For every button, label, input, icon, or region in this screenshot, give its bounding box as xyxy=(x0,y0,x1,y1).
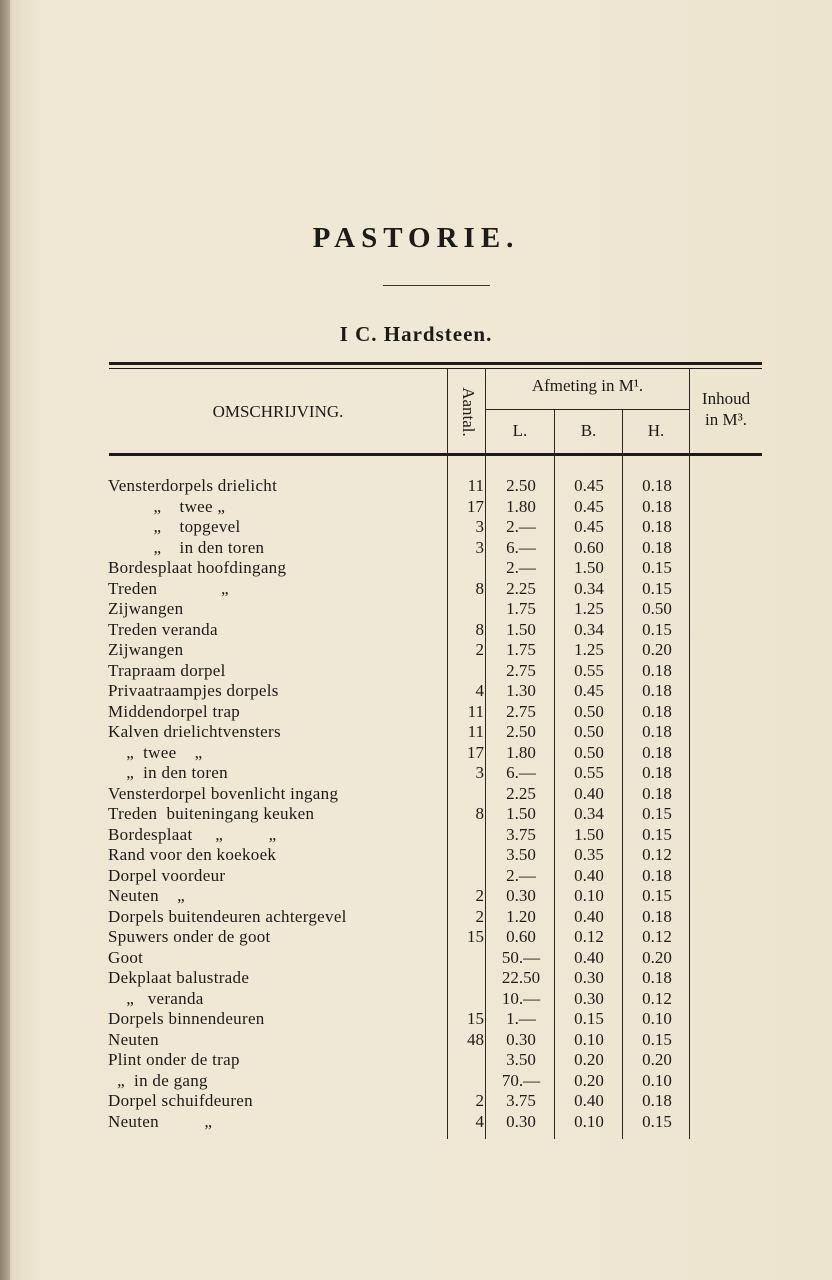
row-width: 1.25 xyxy=(574,599,604,618)
header-aantal-label: Aantal. xyxy=(459,387,479,437)
row-height: 0.18 xyxy=(642,681,672,700)
table-top-rule xyxy=(109,362,762,365)
row-description: Treden „ xyxy=(108,578,229,598)
row-height: 0.12 xyxy=(642,988,672,1008)
row-width: 0.20 xyxy=(574,1050,604,1069)
row-description: „ twee „ xyxy=(108,496,226,516)
row-description: Trapraam dorpel xyxy=(108,660,226,680)
table-row xyxy=(0,968,832,989)
header-h: H. xyxy=(647,421,665,440)
row-width: 0.12 xyxy=(574,927,604,946)
row-description: Dorpel schuifdeuren xyxy=(108,1091,253,1110)
row-aantal: 17 xyxy=(467,742,484,762)
row-length: 22.50 xyxy=(501,968,541,987)
table-row xyxy=(0,804,832,825)
row-length: 3.50 xyxy=(506,1050,536,1069)
table-row xyxy=(0,845,832,866)
row-aantal: 17 xyxy=(467,496,484,516)
table-row xyxy=(0,1112,832,1133)
row-description: Bordesplaat hoofdingang xyxy=(108,558,287,577)
row-length: 2.75 xyxy=(506,660,536,680)
row-description: „ twee „ xyxy=(108,742,203,762)
header-afmeting: Afmeting in M¹. xyxy=(531,376,644,395)
row-height: 0.18 xyxy=(642,517,672,536)
row-description: Dekplaat balustrade xyxy=(108,968,250,987)
row-aantal: 8 xyxy=(475,578,484,598)
row-width: 0.55 xyxy=(574,660,604,680)
table-row xyxy=(0,866,832,887)
row-description: Privaatraampjes dorpels xyxy=(108,681,279,700)
row-aantal: 2 xyxy=(475,1091,484,1110)
row-length: 0.60 xyxy=(506,927,536,946)
row-description: Vensterdorpels drielicht xyxy=(108,476,278,495)
row-height: 0.20 xyxy=(642,947,672,967)
row-length: 0.30 xyxy=(506,886,536,905)
header-inhoud: Inhoud xyxy=(701,389,751,408)
row-description: „ in den toren xyxy=(108,763,228,782)
row-height: 0.15 xyxy=(642,1029,672,1049)
row-description: Zijwangen xyxy=(108,640,184,659)
row-description: Neuten „ xyxy=(108,1111,213,1131)
row-length: 1.75 xyxy=(506,599,536,618)
row-height: 0.15 xyxy=(642,619,672,639)
table-body xyxy=(0,476,832,1132)
row-length: 1.— xyxy=(506,1009,536,1028)
header-aantal xyxy=(451,372,485,452)
row-aantal: 48 xyxy=(467,1029,484,1049)
row-length: 1.75 xyxy=(506,640,536,659)
row-width: 1.50 xyxy=(574,824,604,844)
row-length: 3.50 xyxy=(506,845,536,864)
row-aantal: 8 xyxy=(475,619,484,639)
table-row xyxy=(0,1009,832,1030)
row-width: 1.25 xyxy=(574,640,604,659)
row-height: 0.18 xyxy=(642,701,672,721)
table-row xyxy=(0,1050,832,1071)
row-length: 6.— xyxy=(506,763,536,782)
table-row xyxy=(0,681,832,702)
table-row xyxy=(0,661,832,682)
row-length: 2.75 xyxy=(506,701,536,721)
row-description: Kalven drielichtvensters xyxy=(108,722,281,741)
row-height: 0.15 xyxy=(642,1111,672,1131)
row-description: Plint onder de trap xyxy=(108,1050,240,1069)
row-length: 1.50 xyxy=(506,804,536,823)
table-row xyxy=(0,476,832,497)
row-width: 0.35 xyxy=(574,845,604,864)
row-width: 0.34 xyxy=(574,804,604,823)
row-description: Rand voor den koekoek xyxy=(108,845,277,864)
table-row xyxy=(0,1030,832,1051)
header-omschrijving: OMSCHRIJVING. xyxy=(212,402,344,421)
row-height: 0.12 xyxy=(642,845,672,864)
table-row xyxy=(0,640,832,661)
row-aantal: 2 xyxy=(475,886,484,905)
row-description: „ veranda xyxy=(108,988,204,1008)
row-width: 0.50 xyxy=(574,701,604,721)
table-row xyxy=(0,558,832,579)
row-length: 2.50 xyxy=(506,722,536,741)
table-row xyxy=(0,886,832,907)
row-aantal: 11 xyxy=(467,701,484,721)
row-aantal: 2 xyxy=(475,906,484,926)
row-height: 0.18 xyxy=(642,537,672,557)
header-l: L. xyxy=(512,421,528,440)
row-height: 0.18 xyxy=(642,496,672,516)
table-row xyxy=(0,825,832,846)
row-width: 0.45 xyxy=(574,476,604,495)
table-top-rule-thin xyxy=(109,368,762,369)
row-height: 0.18 xyxy=(642,660,672,680)
row-description: Neuten „ xyxy=(108,886,185,905)
row-description: „ in den toren xyxy=(108,537,265,557)
row-description: Zijwangen xyxy=(108,599,184,618)
row-width: 0.40 xyxy=(574,947,604,967)
row-width: 0.45 xyxy=(574,681,604,700)
row-aantal: 4 xyxy=(475,681,484,700)
row-length: 1.50 xyxy=(506,619,536,639)
row-description: „ in de gang xyxy=(108,1070,208,1090)
row-height: 0.18 xyxy=(642,906,672,926)
row-width: 1.50 xyxy=(574,558,604,577)
row-height: 0.12 xyxy=(642,927,672,946)
row-length: 2.— xyxy=(506,517,536,536)
table-row xyxy=(0,1071,832,1092)
row-width: 0.60 xyxy=(574,537,604,557)
row-height: 0.18 xyxy=(642,783,672,803)
row-description: Goot xyxy=(108,947,144,967)
row-width: 0.40 xyxy=(574,865,604,885)
row-height: 0.20 xyxy=(642,1050,672,1069)
row-aantal: 11 xyxy=(467,476,484,495)
row-width: 0.20 xyxy=(574,1070,604,1090)
row-length: 3.75 xyxy=(506,1091,536,1110)
row-height: 0.18 xyxy=(642,742,672,762)
row-aantal: 11 xyxy=(467,722,484,741)
row-width: 0.10 xyxy=(574,1111,604,1131)
table-row xyxy=(0,702,832,723)
row-description: Neuten xyxy=(108,1029,159,1049)
table-row xyxy=(0,722,832,743)
table-row xyxy=(0,538,832,559)
row-height: 0.18 xyxy=(642,968,672,987)
row-description: Middendorpel trap xyxy=(108,701,241,721)
row-aantal: 3 xyxy=(475,537,484,557)
header-b: B. xyxy=(580,421,597,440)
row-description: „ topgevel xyxy=(108,517,241,536)
table-row xyxy=(0,1091,832,1112)
table-row xyxy=(0,497,832,518)
row-aantal: 15 xyxy=(467,927,484,946)
table-row xyxy=(0,948,832,969)
row-width: 0.10 xyxy=(574,1029,604,1049)
row-width: 0.30 xyxy=(574,968,604,987)
row-length: 1.30 xyxy=(506,681,536,700)
row-length: 1.80 xyxy=(506,496,536,516)
row-aantal: 15 xyxy=(467,1009,484,1028)
row-length: 70.— xyxy=(501,1070,541,1090)
row-description: Treden veranda xyxy=(108,619,218,639)
row-width: 0.30 xyxy=(574,988,604,1008)
row-width: 0.15 xyxy=(574,1009,604,1028)
row-length: 50.— xyxy=(501,947,541,967)
row-length: 2.25 xyxy=(506,783,536,803)
row-height: 0.18 xyxy=(642,763,672,782)
row-width: 0.40 xyxy=(574,1091,604,1110)
row-width: 0.34 xyxy=(574,578,604,598)
row-height: 0.18 xyxy=(642,865,672,885)
row-length: 2.25 xyxy=(506,578,536,598)
row-width: 0.34 xyxy=(574,619,604,639)
row-description: Treden buiteningang keuken xyxy=(108,804,315,823)
row-length: 0.30 xyxy=(506,1111,536,1131)
table-row xyxy=(0,989,832,1010)
row-width: 0.45 xyxy=(574,517,604,536)
row-aantal: 3 xyxy=(475,517,484,536)
row-width: 0.55 xyxy=(574,763,604,782)
row-length: 2.— xyxy=(506,558,536,577)
row-length: 3.75 xyxy=(506,824,536,844)
table-row xyxy=(0,763,832,784)
table-row xyxy=(0,579,832,600)
row-aantal: 2 xyxy=(475,640,484,659)
row-height: 0.18 xyxy=(642,1091,672,1110)
row-height: 0.15 xyxy=(642,824,672,844)
row-width: 0.40 xyxy=(574,906,604,926)
header-bottom-rule xyxy=(109,453,762,456)
row-height: 0.10 xyxy=(642,1070,672,1090)
row-aantal: 4 xyxy=(475,1111,484,1131)
row-length: 0.30 xyxy=(506,1029,536,1049)
row-length: 6.— xyxy=(506,537,536,557)
row-length: 2.50 xyxy=(506,476,536,495)
table-row xyxy=(0,743,832,764)
row-width: 0.50 xyxy=(574,742,604,762)
row-description: Bordesplaat „ „ xyxy=(108,824,277,844)
table-row xyxy=(0,620,832,641)
row-width: 0.40 xyxy=(574,783,604,803)
row-length: 1.20 xyxy=(506,906,536,926)
row-length: 10.— xyxy=(501,988,541,1008)
row-length: 1.80 xyxy=(506,742,536,762)
row-width: 0.45 xyxy=(574,496,604,516)
row-description: Vensterdorpel bovenlicht ingang xyxy=(108,783,339,803)
title-divider xyxy=(383,285,490,286)
row-description: Dorpels binnendeuren xyxy=(108,1009,265,1028)
row-height: 0.15 xyxy=(642,886,672,905)
afmeting-subheader-rule xyxy=(485,409,689,410)
row-width: 0.10 xyxy=(574,886,604,905)
table-row xyxy=(0,927,832,948)
page-title: PASTORIE. xyxy=(312,222,520,254)
row-width: 0.50 xyxy=(574,722,604,741)
row-length: 2.— xyxy=(506,865,536,885)
row-height: 0.15 xyxy=(642,578,672,598)
table-row xyxy=(0,517,832,538)
row-description: Dorpel voordeur xyxy=(108,865,226,885)
section-heading: I C. Hardsteen. xyxy=(339,322,493,346)
header-inhoud-unit: in M³. xyxy=(705,410,747,429)
row-height: 0.18 xyxy=(642,476,672,495)
row-height: 0.15 xyxy=(642,558,672,577)
table-row xyxy=(0,599,832,620)
row-aantal: 8 xyxy=(475,804,484,823)
row-height: 0.18 xyxy=(642,722,672,741)
row-height: 0.50 xyxy=(642,599,672,618)
table-row xyxy=(0,907,832,928)
row-height: 0.15 xyxy=(642,804,672,823)
row-description: Dorpels buitendeuren achtergevel xyxy=(108,906,347,926)
row-height: 0.10 xyxy=(642,1009,672,1028)
table-row xyxy=(0,784,832,805)
row-description: Spuwers onder de goot xyxy=(108,927,271,946)
row-height: 0.20 xyxy=(642,640,672,659)
row-aantal: 3 xyxy=(475,763,484,782)
